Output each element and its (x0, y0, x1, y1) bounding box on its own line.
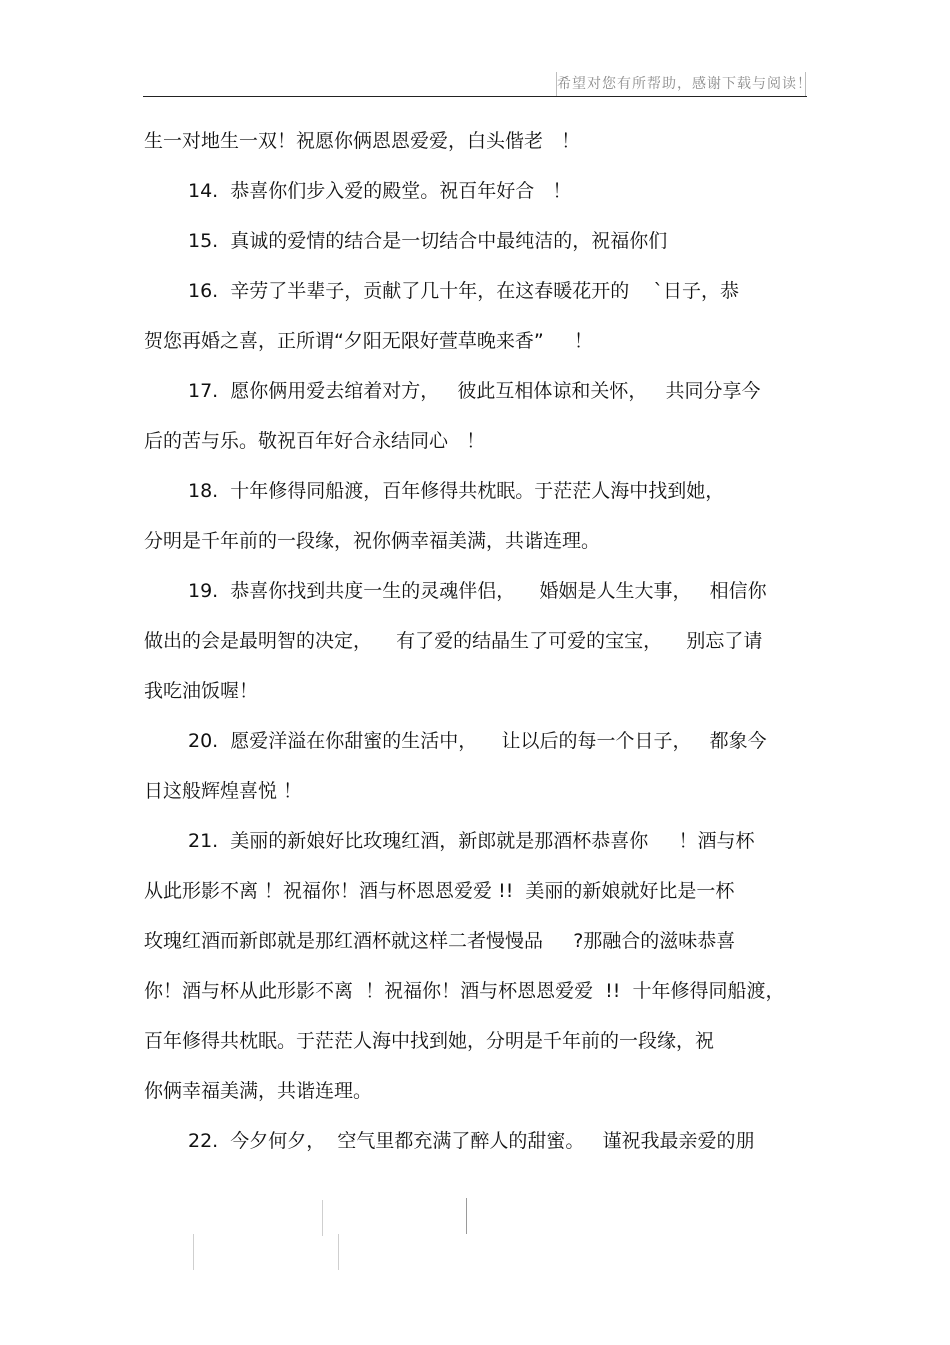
text-line: 16. 辛劳了半辈子，贡献了几十年，在这春暖花开的 `日子，恭 (188, 280, 739, 302)
text-line: 我吃油饭喔！ (144, 680, 259, 702)
text-line: 你俩幸福美满，共谐连理。 (144, 1080, 373, 1102)
scan-artifact-line (193, 1234, 194, 1270)
text-line: 22. 今夕何夕， 空气里都充满了醉人的甜蜜。 谨祝我最亲爱的朋 (188, 1130, 755, 1152)
text-line: 生一对地生一双！祝愿你俩恩恩爱爱，白头偕老 ！ (144, 130, 581, 152)
text-line: 20. 愿爱洋溢在你甜蜜的生活中， 让以后的每一个日子， 都象今 (188, 730, 767, 752)
text-line: 百年修得共枕眠。于茫茫人海中找到她，分明是千年前的一段缘，祝 (144, 1030, 715, 1052)
header-rule (143, 96, 807, 97)
scan-artifact-line (466, 1198, 467, 1234)
text-line: 14. 恭喜你们步入爱的殿堂。祝百年好合 ！ (188, 180, 572, 202)
text-line: 玫瑰红酒而新郎就是那红酒杯就这样二者慢慢品 ?那融合的滋味恭喜 (144, 930, 736, 952)
text-line: 19. 恭喜你找到共度一生的灵魂伴侣， 婚姻是人生大事， 相信你 (188, 580, 767, 602)
text-line: 15. 真诚的爱情的结合是一切结合中最纯洁的，祝福你们 (188, 230, 668, 252)
document-body (144, 116, 808, 1166)
text-line: 日这般辉煌喜悦 ！ (144, 780, 303, 802)
scan-artifact-line (338, 1234, 339, 1270)
text-line: 从此形影不离 ！祝福你！酒与杯恩恩爱爱 !! 美丽的新娘就好比是一杯 (144, 880, 735, 902)
text-line: 18. 十年修得同船渡，百年修得共枕眠。于茫茫人海中找到她， (188, 480, 725, 502)
scan-artifact-line (322, 1200, 323, 1236)
text-line: 21. 美丽的新娘好比玫瑰红酒，新郎就是那酒杯恭喜你 ！酒与杯 (188, 830, 755, 852)
text-line: 做出的会是最明智的决定， 有了爱的结晶生了可爱的宝宝， 别忘了请 (144, 630, 763, 652)
text-line: 后的苦与乐。敬祝百年好合永结同心 ！ (144, 430, 486, 452)
text-line: 分明是千年前的一段缘，祝你俩幸福美满，共谐连理。 (144, 530, 601, 552)
text-line: 贺您再婚之喜，正所谓“夕阳无限好萱草晚来香” ！ (144, 330, 593, 352)
header-note: 希望对您有所帮助，感谢下载与阅读！ (556, 72, 806, 96)
text-line: 17. 愿你俩用爱去绾着对方， 彼此互相体谅和关怀， 共同分享今 (188, 380, 761, 402)
text-line: 你！酒与杯从此形影不离 ！祝福你！酒与杯恩恩爱爱 !! 十年修得同船渡， (144, 980, 785, 1002)
